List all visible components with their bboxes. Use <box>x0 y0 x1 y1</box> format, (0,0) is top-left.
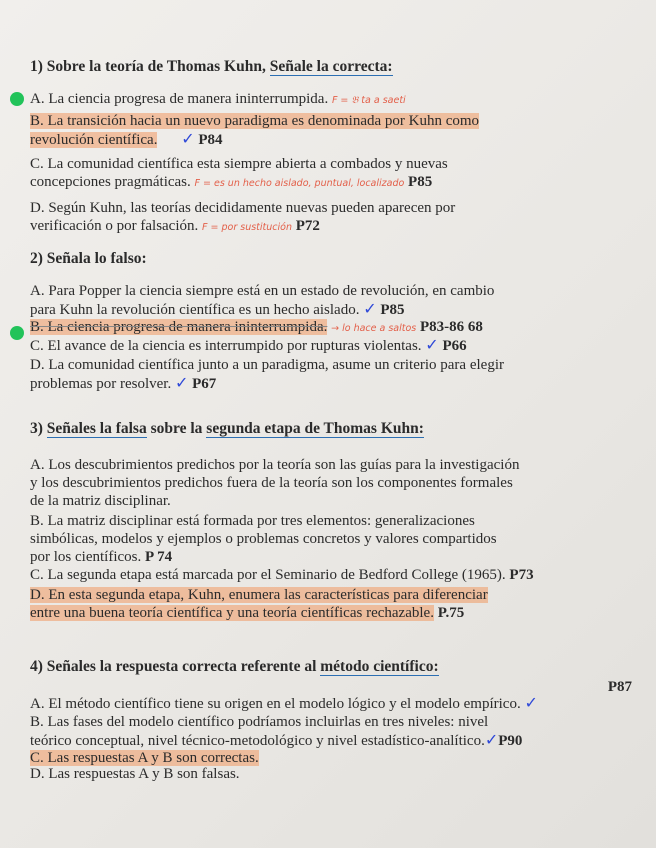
option-a-text: A. El método científico tiene su origen en el modelo lógico y el modelo empírico. <box>30 696 521 712</box>
question-2-option-d <box>30 356 638 393</box>
option-d-text: D. Las respuestas A y B son falsas. <box>30 766 240 782</box>
option-a-line-1: A. Para Popper la ciencia siempre está en un estado de revolución, en cambio <box>30 283 495 299</box>
option-c-text: C. La segunda etapa está marcada por el Seminario de Bedford College (1965). <box>30 567 506 583</box>
option-d-line-2: entre una buena teoría científica y una teoría científicas rechazable. <box>30 605 434 621</box>
handwritten-note: → lo hace a saltos <box>331 323 417 334</box>
check-mark-icon: ✓ <box>181 129 195 148</box>
question-3-title-underlined-2: segunda etapa de Thomas Kuhn: <box>206 420 424 437</box>
question-4-option-b <box>30 713 638 750</box>
question-4-title <box>30 658 638 676</box>
question-3 <box>30 420 638 622</box>
handwritten-page-ref: P73 <box>509 567 534 583</box>
option-c-text: C. El avance de la ciencia es interrumpido por rupturas violentas. <box>30 338 422 354</box>
handwritten-page-ref: P66 <box>442 338 467 354</box>
question-1 <box>30 58 638 237</box>
question-1-title <box>30 58 638 76</box>
check-mark-icon: ✓ <box>484 730 499 749</box>
option-d-line-1: D. La comunidad científica junto a un paradigma, asume un criterio para elegir <box>30 357 504 373</box>
option-a-line-1: A. Los descubrimientos predichos por la teoría son las guías para la investigación <box>30 457 520 473</box>
handwritten-page-ref: P84 <box>198 132 223 148</box>
question-2-option-b <box>30 319 638 337</box>
handwritten-page-ref: P85 <box>408 174 433 190</box>
question-2-option-c <box>30 337 638 354</box>
green-marker-dot <box>10 326 24 340</box>
handwritten-page-ref: P.75 <box>437 605 465 621</box>
question-3-title <box>30 420 638 438</box>
question-4-title-text: 4) Señales la respuesta correcta referente al <box>30 658 321 675</box>
option-b-line-1: B. La matriz disciplinar está formada por tres elementos: generalizaciones <box>30 513 475 529</box>
option-b-text: B. La ciencia progresa de manera ininterrumpida. <box>30 319 328 335</box>
handwritten-note: F = por sustitución <box>202 222 292 233</box>
option-b-line-2: teórico conceptual, nivel técnico-metodológico y nivel estadístico-analítico. <box>30 733 485 749</box>
question-1-title-text: 1) Sobre la teoría de Thomas Kuhn, <box>30 58 270 75</box>
question-3-option-a <box>30 456 638 510</box>
option-b-line-3: por los científicos. <box>30 549 142 565</box>
question-3-option-b <box>30 512 638 566</box>
question-3-title-underlined-1: Señales la falsa <box>46 420 147 437</box>
option-b-line-1: B. Las fases del modelo científico podríamos incluirlas en tres niveles: nivel <box>30 714 489 730</box>
handwritten-page-ref: P 74 <box>144 549 173 565</box>
question-2-title: 2) Señala lo falso: <box>30 250 147 267</box>
question-1-option-c <box>30 155 638 193</box>
check-mark-icon: ✓ <box>174 373 189 392</box>
question-4-option-c <box>30 750 638 766</box>
question-4-option-d <box>30 766 638 782</box>
question-3-number: 3) <box>30 420 47 437</box>
handwritten-page-ref: P85 <box>380 302 405 318</box>
question-4-option-a <box>30 679 638 713</box>
question-2-option-a <box>30 282 638 319</box>
option-b-line-2: revolución científica. <box>30 132 158 148</box>
option-a-line-2: y los descubrimientos predichos fuera de la teoría son los componentes formales <box>30 475 513 491</box>
check-mark-icon: ✓ <box>425 335 439 354</box>
handwritten-page-ref: P90 <box>498 733 523 749</box>
option-d-line-2: verificación o por falsación. <box>30 218 199 234</box>
handwritten-note: F = es un hecho aislado, puntual, localizado <box>194 178 405 189</box>
question-1-title-underlined: Señale la correcta: <box>269 58 393 75</box>
question-3-option-d <box>30 586 638 622</box>
check-mark-icon: ✓ <box>524 693 538 712</box>
option-d-line-2: problemas por resolver. <box>30 376 172 392</box>
question-4 <box>30 658 638 782</box>
option-c-line-2: concepciones pragmáticas. <box>30 174 191 190</box>
option-b-line-1: B. La transición hacia un nuevo paradigma es denominada por Kuhn como <box>30 113 480 129</box>
question-2 <box>30 250 638 393</box>
handwritten-note: F = 𝔅 ta a saeti <box>331 95 406 106</box>
question-1-option-a <box>30 90 638 110</box>
green-marker-dot <box>10 92 24 106</box>
handwritten-page-ref: P83-86 68 <box>420 319 483 335</box>
handwritten-page-ref: P87 <box>607 679 632 695</box>
option-a-line-3: de la matriz disciplinar. <box>30 493 171 509</box>
handwritten-page-ref: P72 <box>295 218 320 234</box>
question-4-title-underlined: método científico: <box>320 658 439 675</box>
option-b-line-2: simbólicas, modelos y ejemplos o problemas concretos y valores compartidos <box>30 531 497 547</box>
check-mark-icon: ✓ <box>363 299 377 318</box>
question-3-option-c <box>30 566 638 584</box>
question-1-option-d <box>30 199 638 237</box>
option-a-line-2: para Kuhn la revolución científica es un hecho aislado. <box>30 302 360 318</box>
option-a-text: A. La ciencia progresa de manera ininterrumpida. <box>30 91 329 107</box>
option-c-line-1: C. La comunidad científica esta siempre abierta a combados y nuevas <box>30 156 448 172</box>
handwritten-page-ref: P67 <box>192 376 217 392</box>
question-1-option-b <box>30 112 638 149</box>
option-d-line-1: D. En esta segunda etapa, Kuhn, enumera las características para diferenciar <box>30 587 488 603</box>
question-3-title-mid: sobre la <box>146 420 207 437</box>
option-d-line-1: D. Según Kuhn, las teorías decididamente nuevas pueden aparecen por <box>30 200 456 216</box>
option-c-text: C. Las respuestas A y B son correctas. <box>30 750 259 766</box>
